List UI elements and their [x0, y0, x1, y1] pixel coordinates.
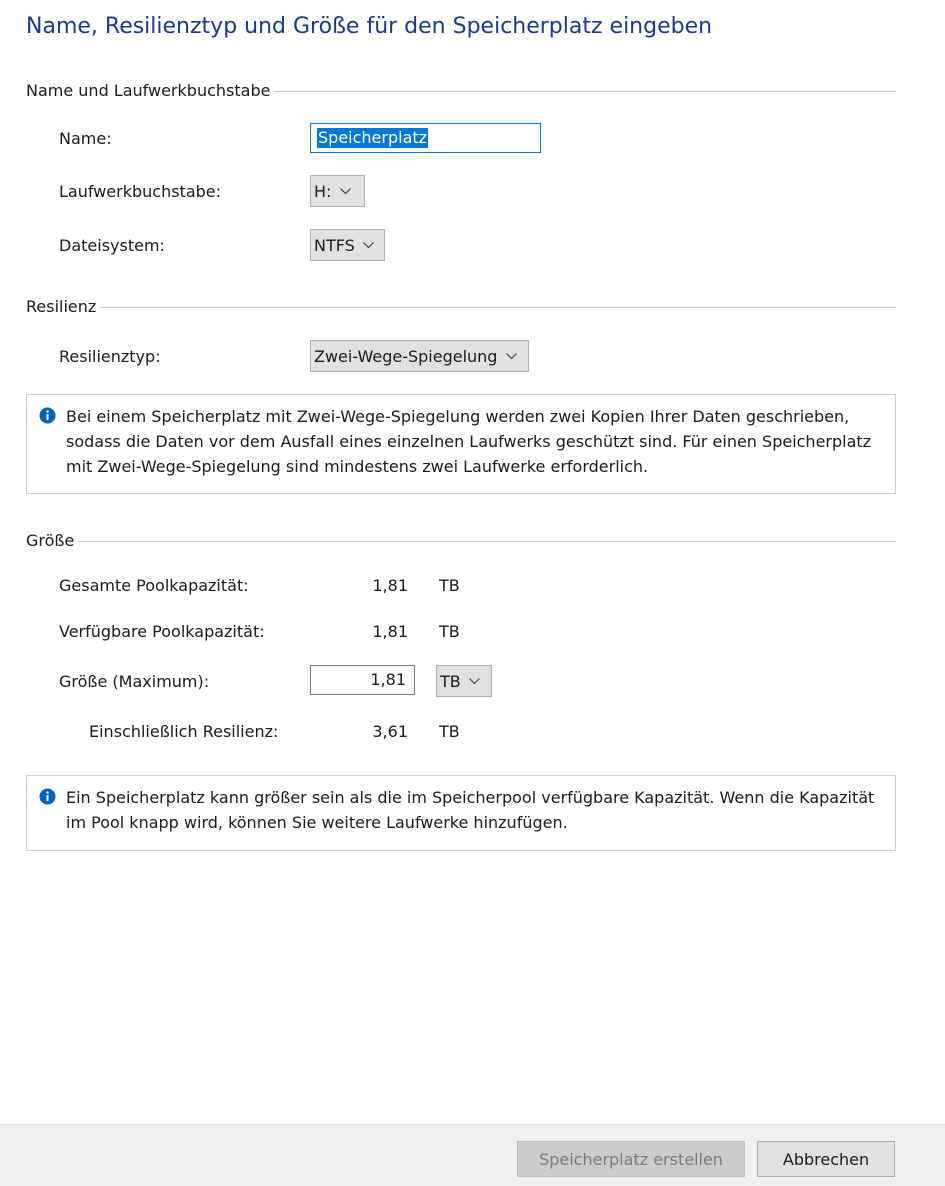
section-header-size: [26, 530, 896, 550]
dialog-footer: [0, 1124, 945, 1186]
size-info-text: Ein Speicherplatz kann größer sein als die im Speicherpool verfügbare Kapazität. Wenn die Kapazität im Pool knapp wird, können Sie weitere Laufwerke hinzufügen.: [66, 788, 875, 832]
filesystem-dropdown[interactable]: [310, 229, 385, 261]
name-label: Name:: [59, 129, 112, 148]
filesystem-value: NTFS: [314, 235, 355, 255]
incl-resilience-value: 3,61: [372, 722, 408, 741]
resilience-type-label: Resilienztyp:: [59, 347, 161, 366]
resilience-type-value: Zwei-Wege-Spiegelung: [314, 346, 498, 366]
drive-letter-value: H:: [314, 181, 332, 201]
section-title-name: Name und Laufwerkbuchstabe: [26, 80, 271, 100]
size-info-box: [26, 775, 896, 851]
page-title: Name, Resilienztyp und Größe für den Speicherplatz eingeben: [26, 14, 713, 39]
chevron-down-icon: [469, 675, 481, 687]
resilience-info-text: Bei einem Speicherplatz mit Zwei-Wege-Spiegelung werden zwei Kopien Ihrer Daten geschrieben, sodass die Daten vor dem Ausfall eines einzelnen Laufwerks geschützt sind. Für einen Speicherplatz mit Zwei-Wege-Spiegelung sind mindestens zwei Laufwerke erforderlich.: [66, 407, 872, 476]
section-header-resilience: [26, 296, 896, 316]
section-divider: [274, 91, 896, 92]
section-divider: [78, 541, 896, 542]
total-capacity-label: Gesamte Poolkapazität:: [59, 576, 249, 595]
size-unit-dropdown[interactable]: [436, 665, 492, 697]
available-capacity-value: 1,81: [372, 622, 408, 641]
size-input[interactable]: 1,81: [310, 665, 415, 695]
total-capacity-unit: TB: [439, 576, 460, 595]
info-icon: [39, 787, 56, 804]
available-capacity-unit: TB: [439, 622, 460, 641]
info-icon: [39, 406, 56, 423]
resilience-type-dropdown[interactable]: [310, 340, 529, 372]
resilience-info-box: [26, 394, 896, 494]
chevron-down-icon: [339, 185, 351, 197]
drive-letter-dropdown[interactable]: [310, 175, 365, 207]
section-title-resilience: Resilienz: [26, 296, 97, 316]
drive-letter-label: Laufwerkbuchstabe:: [59, 182, 222, 201]
chevron-down-icon: [363, 239, 375, 251]
section-title-size: Größe: [26, 530, 75, 550]
section-divider: [100, 307, 896, 308]
incl-resilience-unit: TB: [439, 722, 460, 741]
create-storage-space-button[interactable]: Speicherplatz erstellen: [517, 1141, 745, 1177]
size-unit-value: TB: [440, 671, 461, 691]
name-input-value: Speicherplatz: [318, 128, 428, 147]
available-capacity-label: Verfügbare Poolkapazität:: [59, 622, 265, 641]
cancel-button[interactable]: Abbrechen: [757, 1141, 895, 1177]
section-header-name: [26, 80, 896, 100]
incl-resilience-label: Einschließlich Resilienz:: [89, 722, 279, 741]
filesystem-label: Dateisystem:: [59, 236, 165, 255]
size-label: Größe (Maximum):: [59, 672, 210, 691]
chevron-down-icon: [505, 350, 517, 362]
name-input[interactable]: [310, 123, 541, 153]
total-capacity-value: 1,81: [372, 576, 408, 595]
